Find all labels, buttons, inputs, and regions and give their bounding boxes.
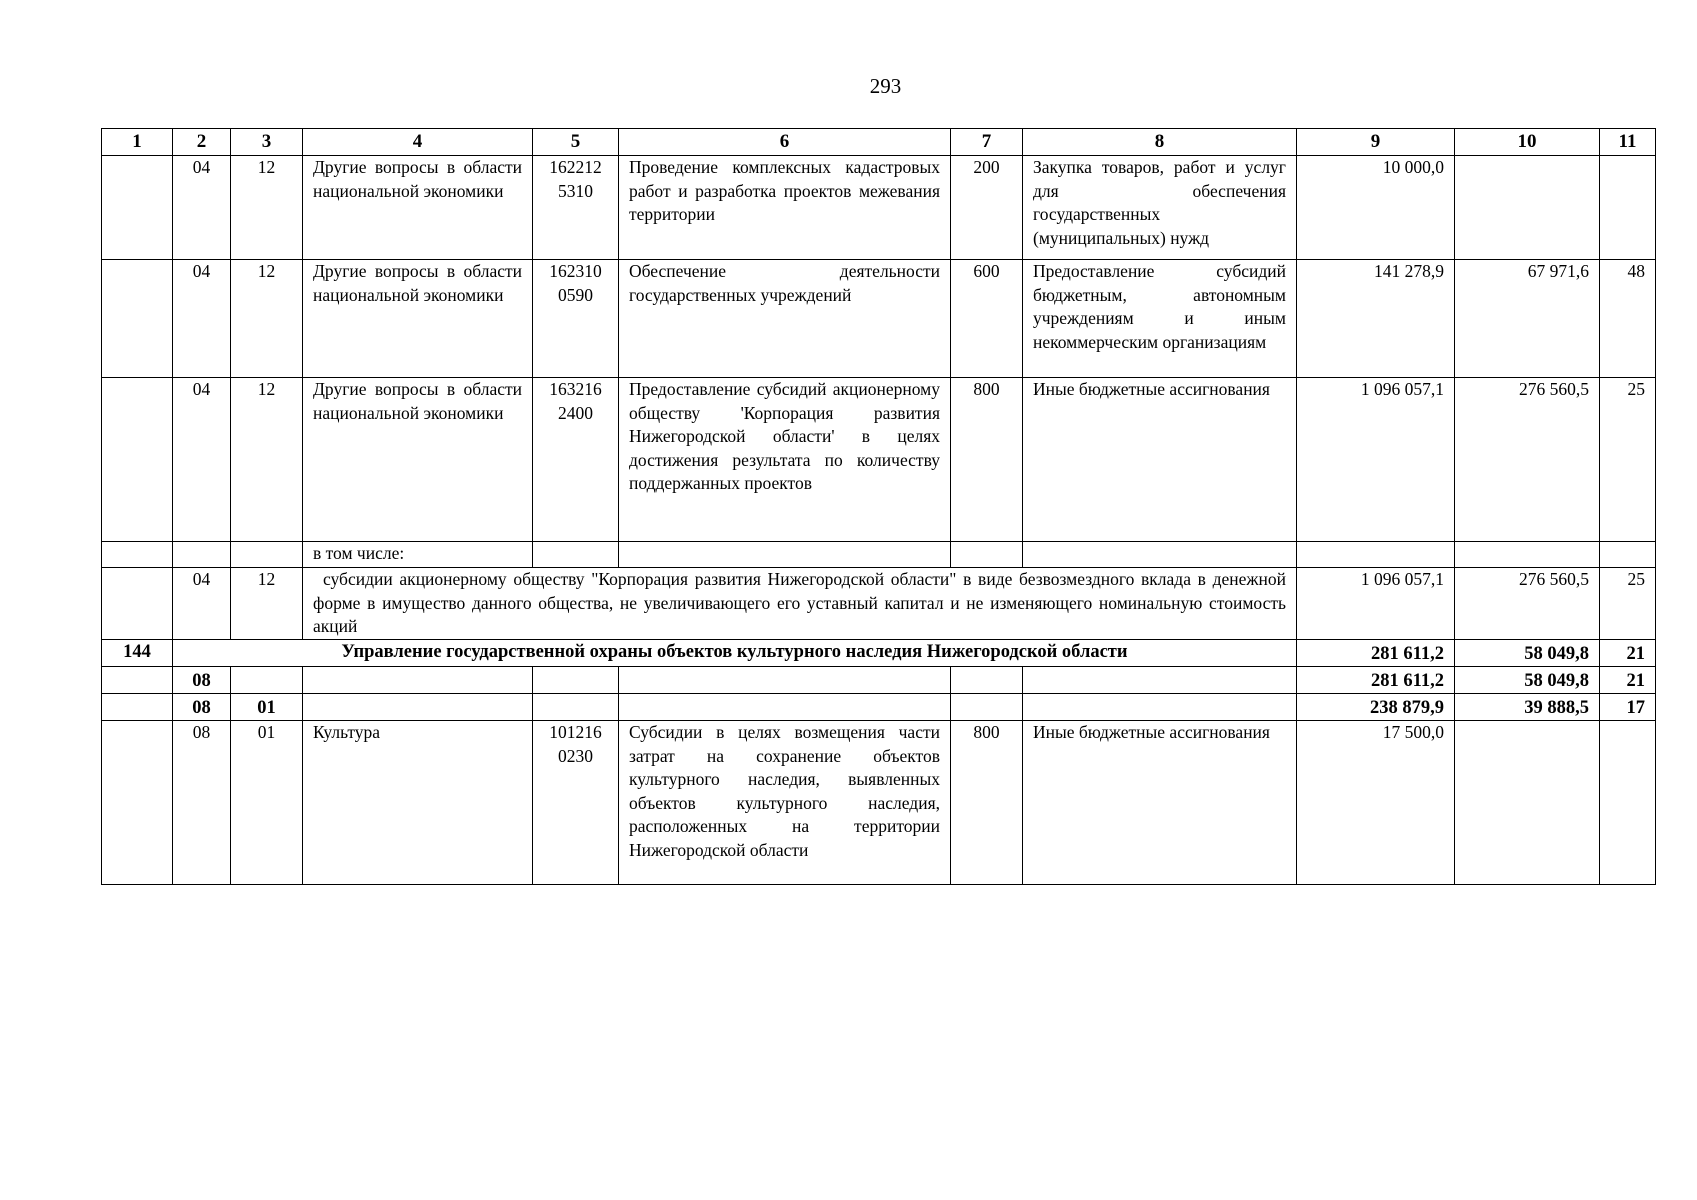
cell-expense-type: 600 [951,260,1023,378]
cell-section: 04 [173,568,231,640]
cell-subsection: 01 [231,694,303,721]
target-code-part-1: 101216 [549,722,602,742]
cell-number [102,694,173,721]
cell-amount: 10 000,0 [1297,156,1455,260]
header-col-1: 1 [102,129,173,156]
cell-section: 04 [173,260,231,378]
target-code-part-1: 162212 [549,157,602,177]
cell-subsection: 12 [231,378,303,542]
target-code-part-2: 0590 [558,284,593,305]
cell-section-name: Другие вопросы в области национальной экономики [303,378,533,542]
header-col-4: 4 [303,129,533,156]
cell-executed: 276 560,5 [1455,568,1600,640]
cell-department-title: Управление государственной охраны объектов культурного наследия Нижегородской области [173,640,1297,667]
table-row [102,721,1656,885]
target-code-part-2: 0230 [558,745,593,766]
cell-amount: 281 611,2 [1297,640,1455,667]
cell-number: 144 [102,640,173,667]
header-col-11: 11 [1600,129,1656,156]
cell-percent [1600,721,1656,885]
cell-expense-name [1023,694,1297,721]
cell-percent [1600,156,1656,260]
cell-target-code [533,156,619,260]
cell-number [102,667,173,694]
header-col-9: 9 [1297,129,1455,156]
cell-section-name: Другие вопросы в области национальной экономики [303,260,533,378]
cell-amount: 281 611,2 [1297,667,1455,694]
cell-expense-type [951,542,1023,568]
cell-expense-type [951,694,1023,721]
cell-expense-name [1023,667,1297,694]
cell-percent: 17 [1600,694,1656,721]
cell-target-name [619,667,951,694]
cell-percent: 25 [1600,568,1656,640]
cell-amount [1297,542,1455,568]
cell-target-code [533,694,619,721]
cell-expense-name: Иные бюджетные ассигнования [1023,721,1297,885]
budget-table [101,128,1656,885]
cell-section: 08 [173,667,231,694]
cell-target-name: Предоставление субсидий акционерному обществу 'Корпорация развития Нижегородской области' в целях достижения результата по количеству поддержанных проектов [619,378,951,542]
cell-target-name [619,542,951,568]
cell-amount: 141 278,9 [1297,260,1455,378]
cell-percent: 21 [1600,667,1656,694]
cell-amount: 17 500,0 [1297,721,1455,885]
cell-section: 08 [173,694,231,721]
header-col-3: 3 [231,129,303,156]
cell-percent: 21 [1600,640,1656,667]
cell-amount: 1 096 057,1 [1297,568,1455,640]
cell-subsection: 12 [231,568,303,640]
cell-including-label: в том числе: [303,542,533,568]
table-row [102,542,1656,568]
cell-executed [1455,721,1600,885]
cell-executed: 58 049,8 [1455,667,1600,694]
cell-target-name: Субсидии в целях возмещения части затрат на сохранение объектов культурного наследия, выявленных объектов культурного наследия, расположенных на территории Нижегородской области [619,721,951,885]
cell-expense-type: 200 [951,156,1023,260]
cell-number [102,156,173,260]
cell-subsidy-description: субсидии акционерному обществу "Корпорация развития Нижегородской области" в виде безвозмездного вклада в денежной форме в имущество данного общества, не увеличивающего его уставный капитал и не изменяющего номинальную стоимость акций [303,568,1297,640]
cell-section [173,542,231,568]
cell-percent [1600,542,1656,568]
cell-section-name [303,667,533,694]
cell-amount: 1 096 057,1 [1297,378,1455,542]
cell-expense-type: 800 [951,378,1023,542]
header-col-2: 2 [173,129,231,156]
target-code-part-2: 5310 [558,180,593,201]
header-row [102,129,1656,156]
cell-expense-name: Закупка товаров, работ и услуг для обеспечения государственных (муниципальных) нужд [1023,156,1297,260]
cell-expense-type: 800 [951,721,1023,885]
table-row [102,568,1656,640]
cell-target-code [533,667,619,694]
cell-section-name: Культура [303,721,533,885]
cell-target-name [619,694,951,721]
cell-executed: 39 888,5 [1455,694,1600,721]
header-col-8: 8 [1023,129,1297,156]
target-code-part-1: 163216 [549,379,602,399]
cell-subsection: 12 [231,156,303,260]
cell-target-code [533,260,619,378]
cell-target-name: Обеспечение деятельности государственных учреждений [619,260,951,378]
cell-target-code [533,378,619,542]
cell-target-code [533,542,619,568]
cell-number [102,542,173,568]
table-row [102,667,1656,694]
table-row [102,260,1656,378]
cell-section: 04 [173,156,231,260]
cell-percent: 48 [1600,260,1656,378]
cell-percent: 25 [1600,378,1656,542]
cell-expense-type [951,667,1023,694]
cell-expense-name: Иные бюджетные ассигнования [1023,378,1297,542]
cell-expense-name [1023,542,1297,568]
cell-executed: 67 971,6 [1455,260,1600,378]
cell-section-name: Другие вопросы в области национальной экономики [303,156,533,260]
cell-number [102,378,173,542]
cell-amount: 238 879,9 [1297,694,1455,721]
cell-executed [1455,156,1600,260]
table-row [102,156,1656,260]
header-col-10: 10 [1455,129,1600,156]
cell-subsection: 01 [231,721,303,885]
table-row [102,694,1656,721]
target-code-part-1: 162310 [549,261,602,281]
cell-target-name: Проведение комплексных кадастровых работ и разработка проектов межевания территории [619,156,951,260]
cell-expense-name: Предоставление субсидий бюджетным, автономным учреждениям и иным некоммерческим организациям [1023,260,1297,378]
header-col-6: 6 [619,129,951,156]
cell-subsection [231,542,303,568]
cell-section-name [303,694,533,721]
cell-executed: 276 560,5 [1455,378,1600,542]
cell-section: 04 [173,378,231,542]
cell-executed [1455,542,1600,568]
header-col-5: 5 [533,129,619,156]
cell-number [102,568,173,640]
cell-number [102,721,173,885]
page-number: 293 [869,74,902,98]
cell-target-code [533,721,619,885]
cell-number [102,260,173,378]
cell-section: 08 [173,721,231,885]
cell-subsection: 12 [231,260,303,378]
cell-subsection [231,667,303,694]
table-row [102,640,1656,667]
target-code-part-2: 2400 [558,402,593,423]
table-row [102,378,1656,542]
cell-executed: 58 049,8 [1455,640,1600,667]
header-col-7: 7 [951,129,1023,156]
